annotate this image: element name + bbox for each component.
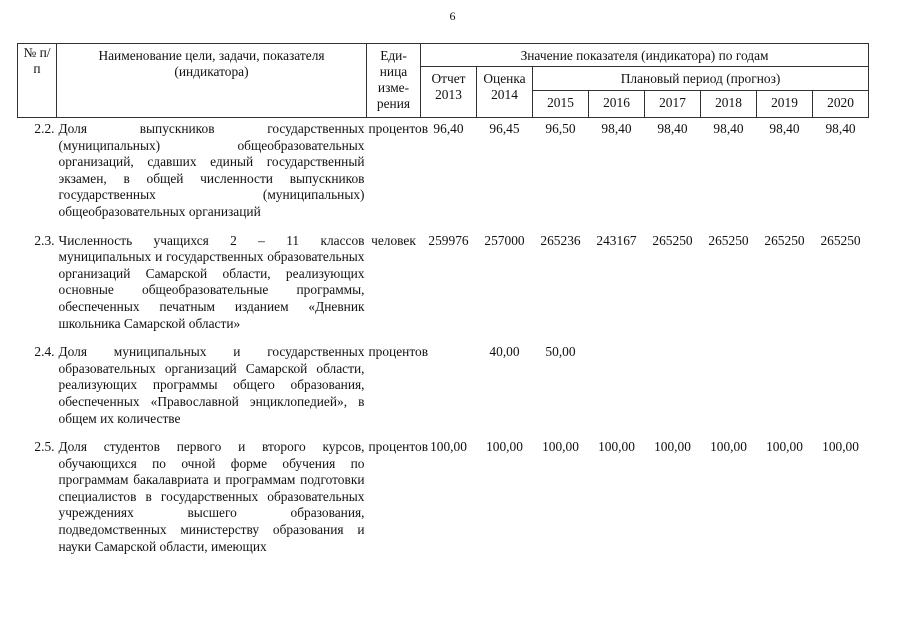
row-number: 2.5. [34, 439, 55, 455]
value-cell: 98,40 [769, 121, 800, 136]
page-number: 6 [449, 9, 456, 23]
value-cell: 100,00 [598, 439, 635, 455]
header-year: 2015 [533, 91, 589, 118]
value-cell: 98,40 [713, 121, 744, 136]
header-year: 2016 [589, 91, 645, 118]
header-year: 2018 [701, 91, 757, 118]
value-cell: 98,40 [825, 121, 856, 136]
header-estimate: Оценка 2014 [477, 67, 533, 118]
value-cell: 265236 [540, 232, 581, 248]
value-cell: 243167 [596, 232, 637, 248]
value-cell: 100,00 [822, 439, 859, 455]
value-cell: 265250 [764, 232, 805, 248]
row-name: Доля студентов первого и второго курсов, обучающихся по очной форме обучения по программам бакалавриата и программам подготовки специалистов в государственных образовательных учреждениях высшего образования, подведомственных министерству образования и науки Самарской области, имеющих [58, 439, 365, 554]
value-cell: 96,40 [433, 121, 464, 136]
value-cell: 98,40 [657, 121, 688, 136]
value-cell: 96,45 [489, 121, 520, 136]
value-cell: 100,00 [430, 439, 467, 455]
header-plan-title: Плановый период (прогноз) [533, 67, 869, 91]
value-cell: 259976 [428, 232, 469, 248]
header-year: 2017 [645, 91, 701, 118]
value-cell: 100,00 [710, 439, 747, 455]
table-row [18, 436, 869, 564]
value-cell: 257000 [484, 232, 525, 248]
value-cell: 96,50 [545, 121, 576, 136]
row-number: 2.4. [34, 344, 55, 360]
value-cell: 98,40 [601, 121, 632, 136]
header-report: Отчет 2013 [421, 67, 477, 118]
table-row [18, 341, 869, 436]
value-cell [645, 341, 701, 436]
value-cell: 50,00 [545, 344, 576, 360]
row-name: Доля муниципальных и государственных образовательных организаций Самарской области, реализующих программы общего образования, обеспеченных «Православной энциклопедией», в общем их количестве [58, 344, 365, 426]
row-unit: процентов [368, 439, 429, 455]
value-cell: 40,00 [489, 344, 520, 360]
indicator-table [17, 43, 869, 564]
value-cell: 265250 [820, 232, 861, 248]
value-cell: 100,00 [766, 439, 803, 455]
value-cell: 100,00 [654, 439, 691, 455]
header-num: № п/п [18, 44, 57, 118]
row-unit: человек [371, 232, 416, 248]
row-number: 2.3. [34, 232, 55, 248]
table-header [18, 44, 869, 118]
table-row [18, 230, 869, 342]
row-unit: процентов [368, 344, 429, 360]
value-cell [589, 341, 645, 436]
value-cell [421, 341, 477, 436]
header-year: 2019 [757, 91, 813, 118]
table-row [18, 118, 869, 230]
header-year: 2020 [813, 91, 869, 118]
value-cell: 265250 [708, 232, 749, 248]
value-cell [757, 341, 813, 436]
value-cell [813, 341, 869, 436]
header-unit: Еди-ница изме-рения [367, 44, 421, 118]
value-cell: 100,00 [486, 439, 523, 455]
value-cell: 100,00 [542, 439, 579, 455]
header-values-title: Значение показателя (индикатора) по годам [421, 44, 869, 67]
row-name: Численность учащихся 2 – 11 классов муниципальных и государственных образовательных организаций Самарской области, реализующих основные общеобразовательные программы, обеспеченных печатным изданием «Дневник школьника Самарской области» [58, 232, 365, 331]
value-cell [701, 341, 757, 436]
row-number: 2.2. [34, 121, 55, 136]
row-unit: процентов [368, 121, 429, 136]
header-name: Наименование цели, задачи, показателя (индикатора) [57, 44, 367, 118]
value-cell: 265250 [652, 232, 693, 248]
row-name: Доля выпускников государственных (муниципальных) общеобразовательных организаций, сдавших единый государственный экзамен, в общей численности выпускников государственных (муниципальных) общеобразовательных организаций [58, 121, 365, 219]
table-body [18, 118, 869, 565]
